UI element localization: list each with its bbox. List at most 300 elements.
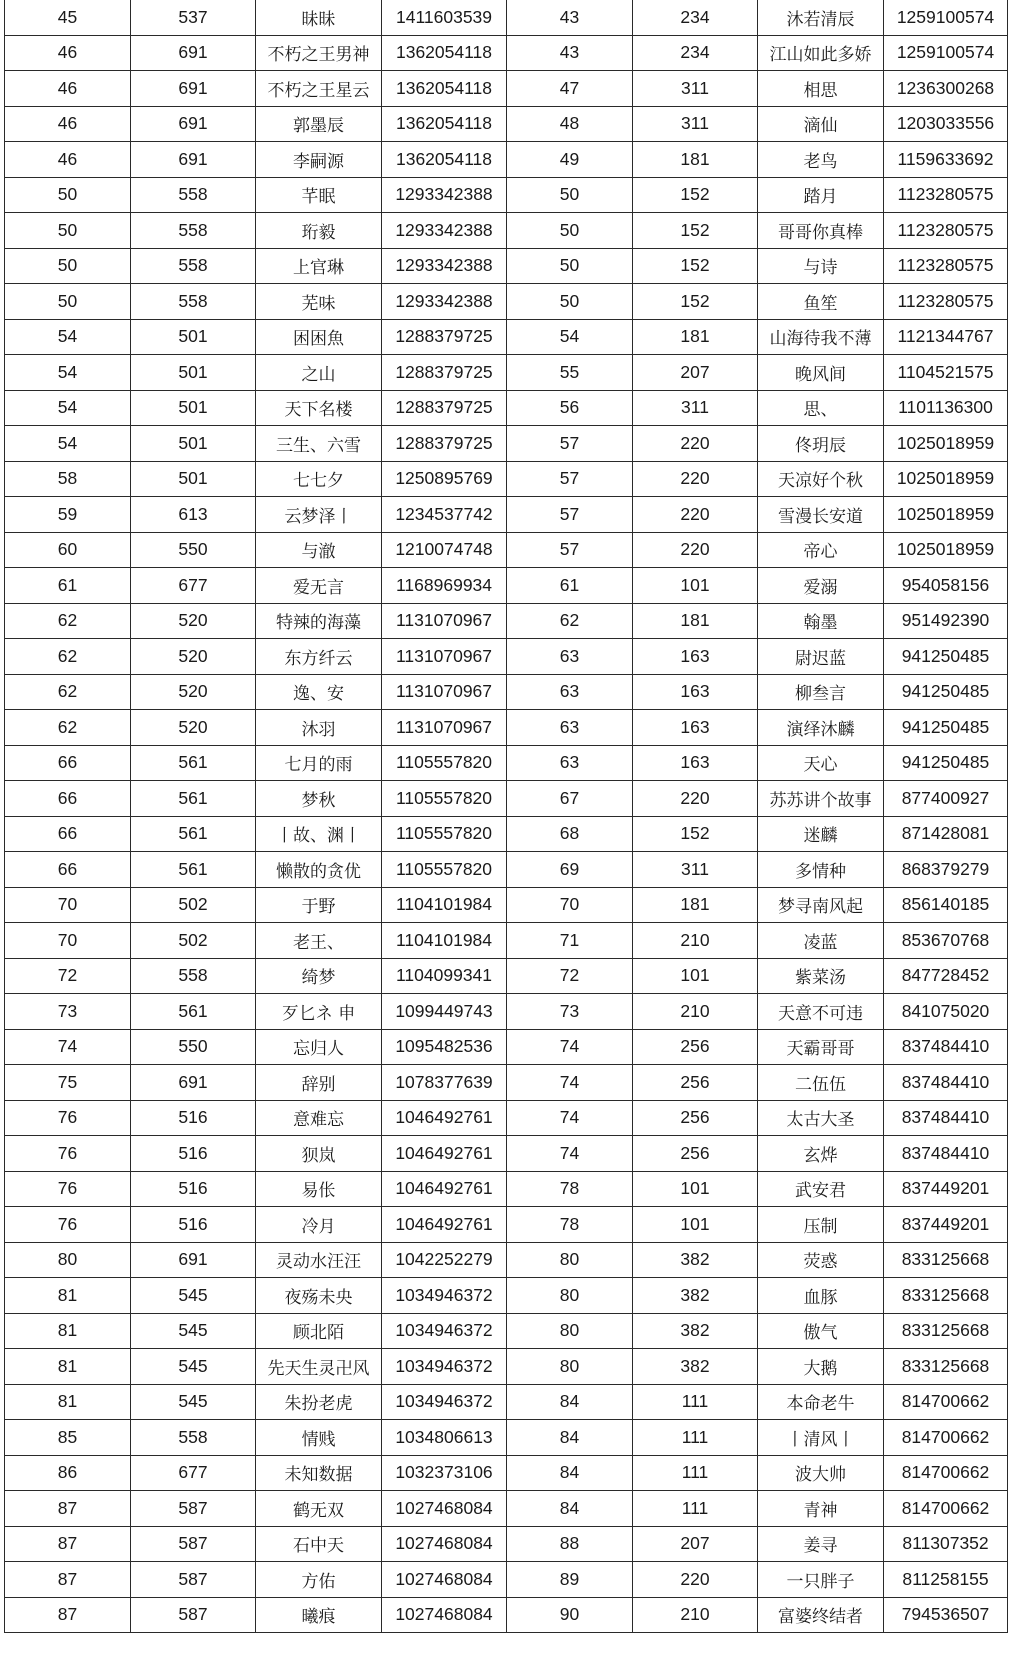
right-player-name-cell: 凌蓝 (758, 923, 884, 959)
right-player-name-cell: 波大帅 (758, 1455, 884, 1491)
right-rank-cell: 74 (507, 1100, 633, 1136)
left-power-cell: 1105557820 (382, 816, 507, 852)
left-rank-cell: 46 (5, 71, 131, 107)
left-power-cell: 1411603539 (382, 0, 507, 35)
right-player-name-cell: 思、 (758, 390, 884, 426)
table-row (5, 816, 1008, 852)
right-player-name-cell: 苏苏讲个故事 (758, 781, 884, 817)
left-power-cell: 1362054118 (382, 35, 507, 71)
left-player-name-cell: 顾北陌 (256, 1313, 382, 1349)
right-rank-cell: 80 (507, 1349, 633, 1385)
right-player-name-cell: 富婆终结者 (758, 1597, 884, 1633)
table-row (5, 390, 1008, 426)
table-row (5, 887, 1008, 923)
left-rank-cell: 54 (5, 319, 131, 355)
right-power-cell: 1025018959 (884, 461, 1008, 497)
left-player-name-cell: 懒散的贪优 (256, 852, 382, 888)
left-server-cell: 561 (131, 745, 256, 781)
right-power-cell: 1025018959 (884, 426, 1008, 462)
right-rank-cell: 50 (507, 284, 633, 320)
right-player-name-cell: 天凉好个秋 (758, 461, 884, 497)
left-server-cell: 561 (131, 994, 256, 1030)
left-power-cell: 1042252279 (382, 1242, 507, 1278)
left-player-name-cell: 珩毅 (256, 213, 382, 249)
right-power-cell: 833125668 (884, 1278, 1008, 1314)
right-power-cell: 1104521575 (884, 355, 1008, 391)
right-server-cell: 256 (633, 1100, 758, 1136)
left-player-name-cell: 东方纤云 (256, 639, 382, 675)
right-server-cell: 111 (633, 1455, 758, 1491)
right-rank-cell: 50 (507, 177, 633, 213)
table-row (5, 1384, 1008, 1420)
left-power-cell: 1131070967 (382, 603, 507, 639)
right-power-cell: 811258155 (884, 1562, 1008, 1598)
right-rank-cell: 74 (507, 1029, 633, 1065)
left-player-name-cell: 困困魚 (256, 319, 382, 355)
left-rank-cell: 70 (5, 923, 131, 959)
table-row (5, 1420, 1008, 1456)
left-server-cell: 587 (131, 1597, 256, 1633)
right-player-name-cell: 多情种 (758, 852, 884, 888)
left-server-cell: 516 (131, 1136, 256, 1172)
left-player-name-cell: 七七夕 (256, 461, 382, 497)
right-server-cell: 101 (633, 1207, 758, 1243)
left-power-cell: 1288379725 (382, 426, 507, 462)
left-server-cell: 587 (131, 1562, 256, 1598)
right-power-cell: 1159633692 (884, 142, 1008, 178)
table-row (5, 532, 1008, 568)
left-server-cell: 502 (131, 923, 256, 959)
table-row (5, 745, 1008, 781)
table-row (5, 923, 1008, 959)
right-player-name-cell: 武安君 (758, 1171, 884, 1207)
right-power-cell: 1203033556 (884, 106, 1008, 142)
right-rank-cell: 84 (507, 1455, 633, 1491)
left-server-cell: 545 (131, 1384, 256, 1420)
right-server-cell: 382 (633, 1349, 758, 1385)
left-server-cell: 558 (131, 958, 256, 994)
left-rank-cell: 45 (5, 0, 131, 35)
right-rank-cell: 80 (507, 1313, 633, 1349)
left-server-cell: 516 (131, 1207, 256, 1243)
left-power-cell: 1105557820 (382, 781, 507, 817)
left-power-cell: 1362054118 (382, 106, 507, 142)
left-server-cell: 545 (131, 1278, 256, 1314)
left-power-cell: 1362054118 (382, 142, 507, 178)
left-server-cell: 691 (131, 1065, 256, 1101)
left-rank-cell: 81 (5, 1313, 131, 1349)
right-rank-cell: 43 (507, 0, 633, 35)
left-server-cell: 501 (131, 390, 256, 426)
right-player-name-cell: 天霸哥哥 (758, 1029, 884, 1065)
left-power-cell: 1104101984 (382, 887, 507, 923)
left-power-cell: 1131070967 (382, 639, 507, 675)
left-player-name-cell: 朱扮老虎 (256, 1384, 382, 1420)
right-power-cell: 837449201 (884, 1207, 1008, 1243)
left-rank-cell: 58 (5, 461, 131, 497)
right-player-name-cell: 玄烨 (758, 1136, 884, 1172)
right-power-cell: 833125668 (884, 1313, 1008, 1349)
left-player-name-cell: 情贱 (256, 1420, 382, 1456)
right-player-name-cell: 雪漫长安道 (758, 497, 884, 533)
right-power-cell: 1101136300 (884, 390, 1008, 426)
right-server-cell: 210 (633, 1597, 758, 1633)
left-power-cell: 1095482536 (382, 1029, 507, 1065)
left-server-cell: 520 (131, 603, 256, 639)
right-power-cell: 794536507 (884, 1597, 1008, 1633)
right-power-cell: 1123280575 (884, 213, 1008, 249)
right-power-cell: 814700662 (884, 1420, 1008, 1456)
left-rank-cell: 61 (5, 568, 131, 604)
left-player-name-cell: 梦秋 (256, 781, 382, 817)
left-player-name-cell: 七月的雨 (256, 745, 382, 781)
table-row (5, 248, 1008, 284)
left-server-cell: 561 (131, 852, 256, 888)
left-power-cell: 1034946372 (382, 1349, 507, 1385)
left-power-cell: 1034806613 (382, 1420, 507, 1456)
left-rank-cell: 73 (5, 994, 131, 1030)
table-row (5, 426, 1008, 462)
left-power-cell: 1034946372 (382, 1278, 507, 1314)
table-row (5, 1349, 1008, 1385)
right-power-cell: 1236300268 (884, 71, 1008, 107)
left-rank-cell: 54 (5, 426, 131, 462)
right-player-name-cell: 与诗 (758, 248, 884, 284)
table-row (5, 639, 1008, 675)
left-server-cell: 561 (131, 781, 256, 817)
left-rank-cell: 60 (5, 532, 131, 568)
right-power-cell: 833125668 (884, 1242, 1008, 1278)
left-player-name-cell: 天下名楼 (256, 390, 382, 426)
left-power-cell: 1210074748 (382, 532, 507, 568)
left-power-cell: 1288379725 (382, 390, 507, 426)
right-player-name-cell: 姜寻 (758, 1526, 884, 1562)
left-server-cell: 545 (131, 1349, 256, 1385)
table-row (5, 106, 1008, 142)
right-power-cell: 1121344767 (884, 319, 1008, 355)
left-player-name-cell: 沐羽 (256, 710, 382, 746)
right-player-name-cell: 爱溺 (758, 568, 884, 604)
right-power-cell: 868379279 (884, 852, 1008, 888)
left-power-cell: 1034946372 (382, 1313, 507, 1349)
table-row (5, 213, 1008, 249)
left-power-cell: 1293342388 (382, 213, 507, 249)
left-player-name-cell: 灵动水汪汪 (256, 1242, 382, 1278)
left-player-name-cell: 于野 (256, 887, 382, 923)
left-player-name-cell: 绮梦 (256, 958, 382, 994)
right-player-name-cell: 江山如此多娇 (758, 35, 884, 71)
right-server-cell: 152 (633, 177, 758, 213)
right-rank-cell: 67 (507, 781, 633, 817)
table-row (5, 1313, 1008, 1349)
left-player-name-cell: 昧昧 (256, 0, 382, 35)
right-rank-cell: 89 (507, 1562, 633, 1598)
right-rank-cell: 47 (507, 71, 633, 107)
right-player-name-cell: 滴仙 (758, 106, 884, 142)
left-server-cell: 691 (131, 1242, 256, 1278)
table-row (5, 1136, 1008, 1172)
left-server-cell: 558 (131, 284, 256, 320)
left-player-name-cell: 与澈 (256, 532, 382, 568)
right-power-cell: 941250485 (884, 639, 1008, 675)
left-rank-cell: 87 (5, 1562, 131, 1598)
right-server-cell: 152 (633, 284, 758, 320)
right-power-cell: 837484410 (884, 1065, 1008, 1101)
table-row (5, 1526, 1008, 1562)
left-server-cell: 501 (131, 426, 256, 462)
right-power-cell: 871428081 (884, 816, 1008, 852)
ranking-table (4, 0, 1008, 1633)
table-row (5, 994, 1008, 1030)
right-server-cell: 311 (633, 106, 758, 142)
table-row (5, 284, 1008, 320)
left-server-cell: 550 (131, 532, 256, 568)
table-row (5, 674, 1008, 710)
right-player-name-cell: 踏月 (758, 177, 884, 213)
left-player-name-cell: 易伥 (256, 1171, 382, 1207)
right-server-cell: 101 (633, 568, 758, 604)
table-row (5, 1597, 1008, 1633)
right-server-cell: 220 (633, 461, 758, 497)
right-server-cell: 220 (633, 497, 758, 533)
right-power-cell: 837484410 (884, 1100, 1008, 1136)
right-server-cell: 181 (633, 887, 758, 923)
table-row (5, 0, 1008, 35)
right-server-cell: 152 (633, 816, 758, 852)
left-rank-cell: 85 (5, 1420, 131, 1456)
left-server-cell: 691 (131, 106, 256, 142)
right-player-name-cell: 二伍伍 (758, 1065, 884, 1101)
left-power-cell: 1034946372 (382, 1384, 507, 1420)
right-server-cell: 220 (633, 532, 758, 568)
left-rank-cell: 81 (5, 1384, 131, 1420)
left-server-cell: 677 (131, 1455, 256, 1491)
right-server-cell: 382 (633, 1278, 758, 1314)
left-player-name-cell: 未知数据 (256, 1455, 382, 1491)
ranking-table-container (4, 0, 1007, 1633)
left-power-cell: 1027468084 (382, 1526, 507, 1562)
right-rank-cell: 74 (507, 1065, 633, 1101)
right-player-name-cell: 沐若清辰 (758, 0, 884, 35)
left-power-cell: 1293342388 (382, 177, 507, 213)
left-player-name-cell: 冷月 (256, 1207, 382, 1243)
left-rank-cell: 62 (5, 639, 131, 675)
left-server-cell: 691 (131, 71, 256, 107)
left-rank-cell: 70 (5, 887, 131, 923)
right-server-cell: 256 (633, 1065, 758, 1101)
right-rank-cell: 50 (507, 213, 633, 249)
left-rank-cell: 46 (5, 106, 131, 142)
left-power-cell: 1027468084 (382, 1597, 507, 1633)
right-rank-cell: 63 (507, 639, 633, 675)
left-player-name-cell: 爱无言 (256, 568, 382, 604)
table-row (5, 710, 1008, 746)
right-power-cell: 954058156 (884, 568, 1008, 604)
right-rank-cell: 57 (507, 497, 633, 533)
right-player-name-cell: 丨清风丨 (758, 1420, 884, 1456)
left-player-name-cell: 老王、 (256, 923, 382, 959)
left-server-cell: 502 (131, 887, 256, 923)
right-server-cell: 163 (633, 710, 758, 746)
right-player-name-cell: 太古大圣 (758, 1100, 884, 1136)
right-player-name-cell: 天意不可违 (758, 994, 884, 1030)
right-rank-cell: 78 (507, 1171, 633, 1207)
left-rank-cell: 87 (5, 1526, 131, 1562)
left-server-cell: 501 (131, 355, 256, 391)
right-rank-cell: 48 (507, 106, 633, 142)
right-player-name-cell: 翰墨 (758, 603, 884, 639)
right-rank-cell: 63 (507, 674, 633, 710)
right-player-name-cell: 佟玥辰 (758, 426, 884, 462)
right-power-cell: 833125668 (884, 1349, 1008, 1385)
right-rank-cell: 69 (507, 852, 633, 888)
right-player-name-cell: 梦寻南风起 (758, 887, 884, 923)
left-player-name-cell: 先天生灵卍风 (256, 1349, 382, 1385)
left-player-name-cell: 不朽之王男神 (256, 35, 382, 71)
right-player-name-cell: 尉迟蓝 (758, 639, 884, 675)
left-power-cell: 1032373106 (382, 1455, 507, 1491)
left-server-cell: 516 (131, 1100, 256, 1136)
right-server-cell: 111 (633, 1420, 758, 1456)
right-rank-cell: 88 (507, 1526, 633, 1562)
left-player-name-cell: 李嗣源 (256, 142, 382, 178)
right-player-name-cell: 迷麟 (758, 816, 884, 852)
left-power-cell: 1027468084 (382, 1562, 507, 1598)
right-power-cell: 814700662 (884, 1455, 1008, 1491)
right-player-name-cell: 帝心 (758, 532, 884, 568)
table-row (5, 568, 1008, 604)
table-row (5, 461, 1008, 497)
right-power-cell: 941250485 (884, 745, 1008, 781)
left-rank-cell: 54 (5, 390, 131, 426)
right-server-cell: 311 (633, 390, 758, 426)
left-power-cell: 1362054118 (382, 71, 507, 107)
right-server-cell: 234 (633, 35, 758, 71)
left-power-cell: 1046492761 (382, 1136, 507, 1172)
right-server-cell: 111 (633, 1491, 758, 1527)
left-player-name-cell: 逸、安 (256, 674, 382, 710)
table-row (5, 497, 1008, 533)
right-player-name-cell: 晚风间 (758, 355, 884, 391)
right-rank-cell: 54 (507, 319, 633, 355)
right-power-cell: 837484410 (884, 1136, 1008, 1172)
left-player-name-cell: 云梦泽丨 (256, 497, 382, 533)
right-rank-cell: 74 (507, 1136, 633, 1172)
table-row (5, 1455, 1008, 1491)
right-server-cell: 101 (633, 958, 758, 994)
right-rank-cell: 84 (507, 1384, 633, 1420)
right-rank-cell: 49 (507, 142, 633, 178)
left-power-cell: 1288379725 (382, 355, 507, 391)
left-player-name-cell: 歹匕ネ 申 (256, 994, 382, 1030)
right-rank-cell: 63 (507, 745, 633, 781)
left-power-cell: 1293342388 (382, 284, 507, 320)
left-power-cell: 1104099341 (382, 958, 507, 994)
right-power-cell: 941250485 (884, 710, 1008, 746)
left-power-cell: 1168969934 (382, 568, 507, 604)
left-player-name-cell: 狈岚 (256, 1136, 382, 1172)
left-server-cell: 561 (131, 816, 256, 852)
right-server-cell: 181 (633, 603, 758, 639)
left-server-cell: 691 (131, 35, 256, 71)
right-server-cell: 234 (633, 0, 758, 35)
left-rank-cell: 54 (5, 355, 131, 391)
left-rank-cell: 76 (5, 1171, 131, 1207)
right-power-cell: 847728452 (884, 958, 1008, 994)
left-player-name-cell: 鹤无双 (256, 1491, 382, 1527)
right-rank-cell: 62 (507, 603, 633, 639)
right-server-cell: 101 (633, 1171, 758, 1207)
left-rank-cell: 66 (5, 816, 131, 852)
right-power-cell: 814700662 (884, 1384, 1008, 1420)
left-rank-cell: 76 (5, 1136, 131, 1172)
table-row (5, 1491, 1008, 1527)
left-power-cell: 1105557820 (382, 852, 507, 888)
left-server-cell: 587 (131, 1526, 256, 1562)
right-power-cell: 814700662 (884, 1491, 1008, 1527)
table-row (5, 1171, 1008, 1207)
right-rank-cell: 50 (507, 248, 633, 284)
right-server-cell: 220 (633, 426, 758, 462)
right-player-name-cell: 演绎沐麟 (758, 710, 884, 746)
right-rank-cell: 72 (507, 958, 633, 994)
right-server-cell: 207 (633, 355, 758, 391)
left-server-cell: 545 (131, 1313, 256, 1349)
right-rank-cell: 80 (507, 1278, 633, 1314)
left-power-cell: 1104101984 (382, 923, 507, 959)
right-server-cell: 256 (633, 1029, 758, 1065)
left-server-cell: 613 (131, 497, 256, 533)
table-row (5, 71, 1008, 107)
left-rank-cell: 74 (5, 1029, 131, 1065)
table-row (5, 177, 1008, 213)
left-player-name-cell: 芜味 (256, 284, 382, 320)
right-rank-cell: 84 (507, 1491, 633, 1527)
left-rank-cell: 66 (5, 745, 131, 781)
right-rank-cell: 90 (507, 1597, 633, 1633)
right-server-cell: 163 (633, 745, 758, 781)
right-rank-cell: 80 (507, 1242, 633, 1278)
table-row (5, 958, 1008, 994)
right-rank-cell: 78 (507, 1207, 633, 1243)
left-server-cell: 558 (131, 248, 256, 284)
left-power-cell: 1046492761 (382, 1171, 507, 1207)
left-server-cell: 501 (131, 319, 256, 355)
left-player-name-cell: 曦痕 (256, 1597, 382, 1633)
right-player-name-cell: 荧惑 (758, 1242, 884, 1278)
right-power-cell: 841075020 (884, 994, 1008, 1030)
right-player-name-cell: 紫菜汤 (758, 958, 884, 994)
table-row (5, 1278, 1008, 1314)
table-row (5, 852, 1008, 888)
right-rank-cell: 70 (507, 887, 633, 923)
right-player-name-cell: 山海待我不薄 (758, 319, 884, 355)
right-server-cell: 311 (633, 71, 758, 107)
right-power-cell: 877400927 (884, 781, 1008, 817)
right-power-cell: 951492390 (884, 603, 1008, 639)
left-rank-cell: 72 (5, 958, 131, 994)
table-row (5, 35, 1008, 71)
right-power-cell: 853670768 (884, 923, 1008, 959)
left-player-name-cell: 上官琳 (256, 248, 382, 284)
left-rank-cell: 62 (5, 603, 131, 639)
right-power-cell: 837449201 (884, 1171, 1008, 1207)
right-player-name-cell: 大鹅 (758, 1349, 884, 1385)
right-server-cell: 152 (633, 213, 758, 249)
left-player-name-cell: 郭墨辰 (256, 106, 382, 142)
left-power-cell: 1131070967 (382, 674, 507, 710)
right-player-name-cell: 鱼笙 (758, 284, 884, 320)
